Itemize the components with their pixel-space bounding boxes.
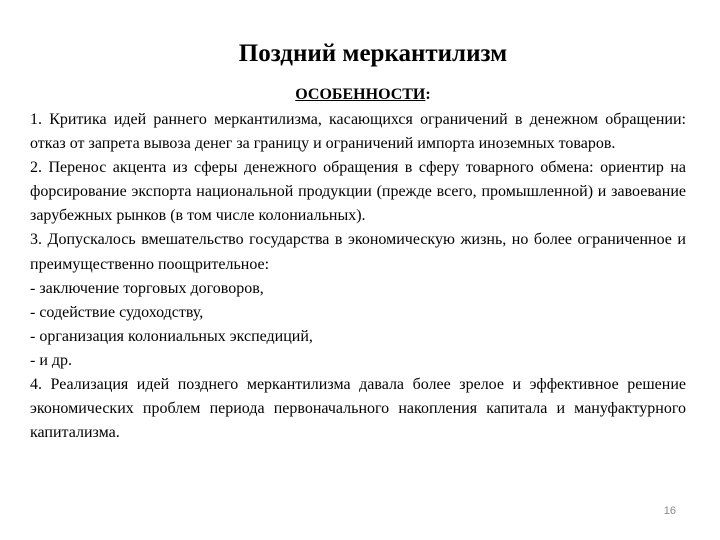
page-number: 16 bbox=[663, 505, 676, 517]
body-text bbox=[30, 108, 686, 445]
paragraph-2: 2. Перенос акцента из сферы денежного обращения в сферу товарного обмена: ориентир на форсирование экспорта национальной продукции (прежде всего, промышленной) и завоевание зарубежных рынков (в том числе колониальных). bbox=[30, 159, 686, 225]
list-item: - и др. bbox=[30, 351, 73, 369]
paragraph-3: 3. Допускалось вмешательство государства в экономическую жизнь, но более ограниченное и преимущественно поощрительное: bbox=[30, 231, 686, 273]
list-item: - организация колониальных экспедиций, bbox=[30, 327, 313, 345]
section-subtitle bbox=[0, 84, 720, 106]
subtitle-colon: : bbox=[425, 86, 431, 103]
subtitle-text: ОСОБЕННОСТИ bbox=[295, 86, 426, 103]
slide-title: Поздний меркантилизм bbox=[238, 40, 508, 67]
list-item: - содействие судоходству, bbox=[30, 303, 204, 321]
paragraph-1: 1. Критика идей раннего меркантилизма, касающихся ограничений в денежном обращении: отказ от запрета вывоза денег за границу и ограничений импорта иноземных товаров. bbox=[30, 111, 686, 153]
paragraph-4: 4. Реализация идей позднего меркантилизма давала более зрелое и эффективное решение экономических проблем периода первоначального накопления капитала и мануфактурного капитализма. bbox=[30, 376, 686, 442]
list-item: - заключение торговых договоров, bbox=[30, 279, 264, 297]
